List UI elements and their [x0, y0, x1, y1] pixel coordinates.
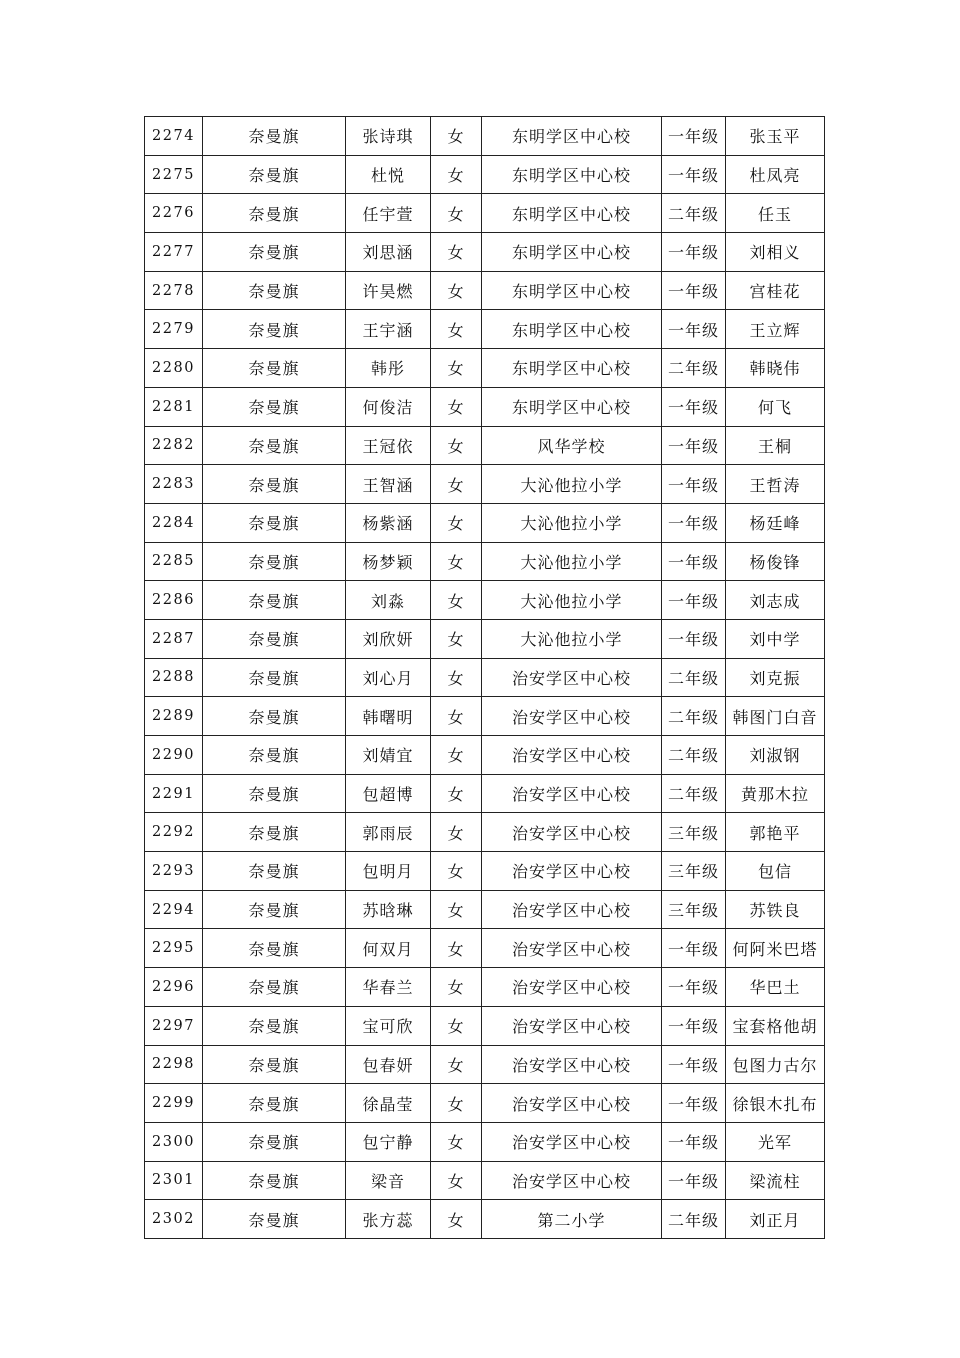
- serial-number-cell: 2296: [145, 968, 203, 1007]
- student-name-cell: 张方蕊: [346, 1200, 431, 1239]
- student-name-cell: 刘婧宜: [346, 736, 431, 775]
- table-row: [145, 117, 825, 156]
- student-name-cell: 任宇萱: [346, 194, 431, 233]
- county-cell: 奈曼旗: [203, 619, 346, 658]
- student-name-cell: 徐晶莹: [346, 1084, 431, 1123]
- guardian-cell: 韩图门白音: [726, 697, 825, 736]
- table-row: [145, 813, 825, 852]
- school-cell: 治安学区中心校: [482, 890, 662, 929]
- student-name-cell: 梁音: [346, 1161, 431, 1200]
- table-row: [145, 310, 825, 349]
- school-cell: 治安学区中心校: [482, 1084, 662, 1123]
- county-cell: 奈曼旗: [203, 1161, 346, 1200]
- guardian-cell: 徐银木扎布: [726, 1084, 825, 1123]
- table-row: [145, 349, 825, 388]
- serial-number-cell: 2274: [145, 117, 203, 156]
- serial-number-cell: 2290: [145, 736, 203, 775]
- table-row: [145, 465, 825, 504]
- guardian-cell: 任玉: [726, 194, 825, 233]
- county-cell: 奈曼旗: [203, 310, 346, 349]
- school-cell: 东明学区中心校: [482, 310, 662, 349]
- guardian-cell: 黄那木拉: [726, 774, 825, 813]
- serial-number-cell: 2292: [145, 813, 203, 852]
- table-row: [145, 233, 825, 272]
- gender-cell: 女: [431, 155, 482, 194]
- guardian-cell: 苏铁良: [726, 890, 825, 929]
- table-row: [145, 852, 825, 891]
- guardian-cell: 何飞: [726, 387, 825, 426]
- table-row: [145, 1084, 825, 1123]
- school-cell: 大沁他拉小学: [482, 581, 662, 620]
- county-cell: 奈曼旗: [203, 233, 346, 272]
- grade-cell: 二年级: [662, 697, 726, 736]
- county-cell: 奈曼旗: [203, 581, 346, 620]
- gender-cell: 女: [431, 581, 482, 620]
- serial-number-cell: 2301: [145, 1161, 203, 1200]
- student-name-cell: 郭雨辰: [346, 813, 431, 852]
- gender-cell: 女: [431, 1122, 482, 1161]
- serial-number-cell: 2277: [145, 233, 203, 272]
- student-name-cell: 宝可欣: [346, 1006, 431, 1045]
- serial-number-cell: 2297: [145, 1006, 203, 1045]
- grade-cell: 一年级: [662, 1161, 726, 1200]
- gender-cell: 女: [431, 1200, 482, 1239]
- student-name-cell: 王冠依: [346, 426, 431, 465]
- county-cell: 奈曼旗: [203, 155, 346, 194]
- grade-cell: 一年级: [662, 503, 726, 542]
- serial-number-cell: 2281: [145, 387, 203, 426]
- table-row: [145, 271, 825, 310]
- student-name-cell: 华春兰: [346, 968, 431, 1007]
- student-name-cell: 何双月: [346, 929, 431, 968]
- serial-number-cell: 2282: [145, 426, 203, 465]
- grade-cell: 一年级: [662, 968, 726, 1007]
- table-row: [145, 542, 825, 581]
- table-row: [145, 774, 825, 813]
- school-cell: 大沁他拉小学: [482, 503, 662, 542]
- school-cell: 治安学区中心校: [482, 1045, 662, 1084]
- grade-cell: 一年级: [662, 1122, 726, 1161]
- grade-cell: 一年级: [662, 581, 726, 620]
- school-cell: 大沁他拉小学: [482, 542, 662, 581]
- table-row: [145, 1200, 825, 1239]
- table-row: [145, 503, 825, 542]
- school-cell: 东明学区中心校: [482, 155, 662, 194]
- gender-cell: 女: [431, 736, 482, 775]
- serial-number-cell: 2298: [145, 1045, 203, 1084]
- county-cell: 奈曼旗: [203, 658, 346, 697]
- gender-cell: 女: [431, 929, 482, 968]
- serial-number-cell: 2291: [145, 774, 203, 813]
- table-row: [145, 1161, 825, 1200]
- guardian-cell: 杜凤亮: [726, 155, 825, 194]
- student-name-cell: 刘心月: [346, 658, 431, 697]
- student-name-cell: 张诗琪: [346, 117, 431, 156]
- student-name-cell: 包春妍: [346, 1045, 431, 1084]
- serial-number-cell: 2279: [145, 310, 203, 349]
- serial-number-cell: 2302: [145, 1200, 203, 1239]
- grade-cell: 二年级: [662, 774, 726, 813]
- guardian-cell: 王立辉: [726, 310, 825, 349]
- gender-cell: 女: [431, 619, 482, 658]
- county-cell: 奈曼旗: [203, 465, 346, 504]
- grade-cell: 一年级: [662, 619, 726, 658]
- guardian-cell: 梁流柱: [726, 1161, 825, 1200]
- serial-number-cell: 2287: [145, 619, 203, 658]
- school-cell: 东明学区中心校: [482, 194, 662, 233]
- guardian-cell: 王哲涛: [726, 465, 825, 504]
- guardian-cell: 刘淑钢: [726, 736, 825, 775]
- county-cell: 奈曼旗: [203, 813, 346, 852]
- gender-cell: 女: [431, 890, 482, 929]
- grade-cell: 一年级: [662, 310, 726, 349]
- county-cell: 奈曼旗: [203, 1045, 346, 1084]
- serial-number-cell: 2278: [145, 271, 203, 310]
- student-name-cell: 何俊洁: [346, 387, 431, 426]
- table-row: [145, 658, 825, 697]
- serial-number-cell: 2280: [145, 349, 203, 388]
- county-cell: 奈曼旗: [203, 542, 346, 581]
- student-name-cell: 杜悦: [346, 155, 431, 194]
- table-row: [145, 426, 825, 465]
- school-cell: 治安学区中心校: [482, 1161, 662, 1200]
- guardian-cell: 刘克振: [726, 658, 825, 697]
- serial-number-cell: 2283: [145, 465, 203, 504]
- grade-cell: 二年级: [662, 194, 726, 233]
- student-name-cell: 包超博: [346, 774, 431, 813]
- gender-cell: 女: [431, 1006, 482, 1045]
- school-cell: 东明学区中心校: [482, 233, 662, 272]
- county-cell: 奈曼旗: [203, 194, 346, 233]
- gender-cell: 女: [431, 117, 482, 156]
- grade-cell: 二年级: [662, 736, 726, 775]
- county-cell: 奈曼旗: [203, 349, 346, 388]
- student-name-cell: 苏晗琳: [346, 890, 431, 929]
- gender-cell: 女: [431, 387, 482, 426]
- student-name-cell: 刘欣妍: [346, 619, 431, 658]
- county-cell: 奈曼旗: [203, 1122, 346, 1161]
- serial-number-cell: 2276: [145, 194, 203, 233]
- guardian-cell: 郭艳平: [726, 813, 825, 852]
- guardian-cell: 刘正月: [726, 1200, 825, 1239]
- school-cell: 治安学区中心校: [482, 1006, 662, 1045]
- student-roster-table: [144, 116, 825, 1239]
- gender-cell: 女: [431, 852, 482, 891]
- school-cell: 东明学区中心校: [482, 349, 662, 388]
- county-cell: 奈曼旗: [203, 503, 346, 542]
- county-cell: 奈曼旗: [203, 271, 346, 310]
- grade-cell: 三年级: [662, 852, 726, 891]
- serial-number-cell: 2289: [145, 697, 203, 736]
- guardian-cell: 刘相义: [726, 233, 825, 272]
- guardian-cell: 宫桂花: [726, 271, 825, 310]
- county-cell: 奈曼旗: [203, 117, 346, 156]
- guardian-cell: 王桐: [726, 426, 825, 465]
- serial-number-cell: 2284: [145, 503, 203, 542]
- grade-cell: 二年级: [662, 349, 726, 388]
- guardian-cell: 宝套格他胡: [726, 1006, 825, 1045]
- table-row: [145, 736, 825, 775]
- gender-cell: 女: [431, 813, 482, 852]
- table-row: [145, 581, 825, 620]
- student-name-cell: 杨紫涵: [346, 503, 431, 542]
- table-row: [145, 387, 825, 426]
- school-cell: 治安学区中心校: [482, 852, 662, 891]
- county-cell: 奈曼旗: [203, 1006, 346, 1045]
- table-row: [145, 194, 825, 233]
- school-cell: 第二小学: [482, 1200, 662, 1239]
- grade-cell: 一年级: [662, 542, 726, 581]
- table-row: [145, 155, 825, 194]
- grade-cell: 一年级: [662, 271, 726, 310]
- table-row: [145, 968, 825, 1007]
- gender-cell: 女: [431, 233, 482, 272]
- school-cell: 治安学区中心校: [482, 697, 662, 736]
- county-cell: 奈曼旗: [203, 697, 346, 736]
- grade-cell: 一年级: [662, 1006, 726, 1045]
- grade-cell: 一年级: [662, 465, 726, 504]
- student-name-cell: 包宁静: [346, 1122, 431, 1161]
- serial-number-cell: 2295: [145, 929, 203, 968]
- school-cell: 大沁他拉小学: [482, 619, 662, 658]
- school-cell: 东明学区中心校: [482, 387, 662, 426]
- gender-cell: 女: [431, 503, 482, 542]
- county-cell: 奈曼旗: [203, 890, 346, 929]
- guardian-cell: 包图力古尔: [726, 1045, 825, 1084]
- grade-cell: 三年级: [662, 813, 726, 852]
- table-row: [145, 619, 825, 658]
- table-row: [145, 929, 825, 968]
- gender-cell: 女: [431, 1161, 482, 1200]
- grade-cell: 一年级: [662, 426, 726, 465]
- guardian-cell: 刘志成: [726, 581, 825, 620]
- grade-cell: 一年级: [662, 233, 726, 272]
- school-cell: 治安学区中心校: [482, 736, 662, 775]
- student-name-cell: 刘思涵: [346, 233, 431, 272]
- serial-number-cell: 2286: [145, 581, 203, 620]
- guardian-cell: 刘中学: [726, 619, 825, 658]
- student-name-cell: 刘淼: [346, 581, 431, 620]
- county-cell: 奈曼旗: [203, 929, 346, 968]
- grade-cell: 一年级: [662, 155, 726, 194]
- guardian-cell: 张玉平: [726, 117, 825, 156]
- gender-cell: 女: [431, 349, 482, 388]
- serial-number-cell: 2288: [145, 658, 203, 697]
- school-cell: 治安学区中心校: [482, 774, 662, 813]
- serial-number-cell: 2275: [145, 155, 203, 194]
- guardian-cell: 包信: [726, 852, 825, 891]
- school-cell: 治安学区中心校: [482, 929, 662, 968]
- grade-cell: 一年级: [662, 929, 726, 968]
- guardian-cell: 杨俊锋: [726, 542, 825, 581]
- county-cell: 奈曼旗: [203, 852, 346, 891]
- table-row: [145, 1045, 825, 1084]
- gender-cell: 女: [431, 658, 482, 697]
- gender-cell: 女: [431, 310, 482, 349]
- gender-cell: 女: [431, 271, 482, 310]
- county-cell: 奈曼旗: [203, 426, 346, 465]
- guardian-cell: 杨廷峰: [726, 503, 825, 542]
- guardian-cell: 韩晓伟: [726, 349, 825, 388]
- grade-cell: 二年级: [662, 658, 726, 697]
- table-row: [145, 1006, 825, 1045]
- student-name-cell: 王智涵: [346, 465, 431, 504]
- guardian-cell: 光军: [726, 1122, 825, 1161]
- gender-cell: 女: [431, 1045, 482, 1084]
- gender-cell: 女: [431, 426, 482, 465]
- serial-number-cell: 2299: [145, 1084, 203, 1123]
- student-name-cell: 包明月: [346, 852, 431, 891]
- serial-number-cell: 2294: [145, 890, 203, 929]
- grade-cell: 一年级: [662, 387, 726, 426]
- guardian-cell: 何阿米巴塔: [726, 929, 825, 968]
- grade-cell: 一年级: [662, 1084, 726, 1123]
- county-cell: 奈曼旗: [203, 1200, 346, 1239]
- county-cell: 奈曼旗: [203, 1084, 346, 1123]
- grade-cell: 一年级: [662, 117, 726, 156]
- county-cell: 奈曼旗: [203, 387, 346, 426]
- gender-cell: 女: [431, 1084, 482, 1123]
- gender-cell: 女: [431, 542, 482, 581]
- student-name-cell: 杨梦颖: [346, 542, 431, 581]
- student-name-cell: 许昊燃: [346, 271, 431, 310]
- school-cell: 东明学区中心校: [482, 271, 662, 310]
- gender-cell: 女: [431, 194, 482, 233]
- gender-cell: 女: [431, 968, 482, 1007]
- gender-cell: 女: [431, 697, 482, 736]
- student-name-cell: 王宇涵: [346, 310, 431, 349]
- grade-cell: 一年级: [662, 1045, 726, 1084]
- table-row: [145, 697, 825, 736]
- grade-cell: 二年级: [662, 1200, 726, 1239]
- serial-number-cell: 2293: [145, 852, 203, 891]
- serial-number-cell: 2285: [145, 542, 203, 581]
- serial-number-cell: 2300: [145, 1122, 203, 1161]
- roster-body: [145, 117, 825, 1239]
- school-cell: 治安学区中心校: [482, 968, 662, 1007]
- school-cell: 大沁他拉小学: [482, 465, 662, 504]
- school-cell: 东明学区中心校: [482, 117, 662, 156]
- guardian-cell: 华巴土: [726, 968, 825, 1007]
- gender-cell: 女: [431, 774, 482, 813]
- student-name-cell: 韩曙明: [346, 697, 431, 736]
- school-cell: 治安学区中心校: [482, 1122, 662, 1161]
- county-cell: 奈曼旗: [203, 968, 346, 1007]
- table-row: [145, 890, 825, 929]
- school-cell: 风华学校: [482, 426, 662, 465]
- school-cell: 治安学区中心校: [482, 813, 662, 852]
- student-name-cell: 韩彤: [346, 349, 431, 388]
- county-cell: 奈曼旗: [203, 774, 346, 813]
- school-cell: 治安学区中心校: [482, 658, 662, 697]
- grade-cell: 三年级: [662, 890, 726, 929]
- county-cell: 奈曼旗: [203, 736, 346, 775]
- gender-cell: 女: [431, 465, 482, 504]
- table-row: [145, 1122, 825, 1161]
